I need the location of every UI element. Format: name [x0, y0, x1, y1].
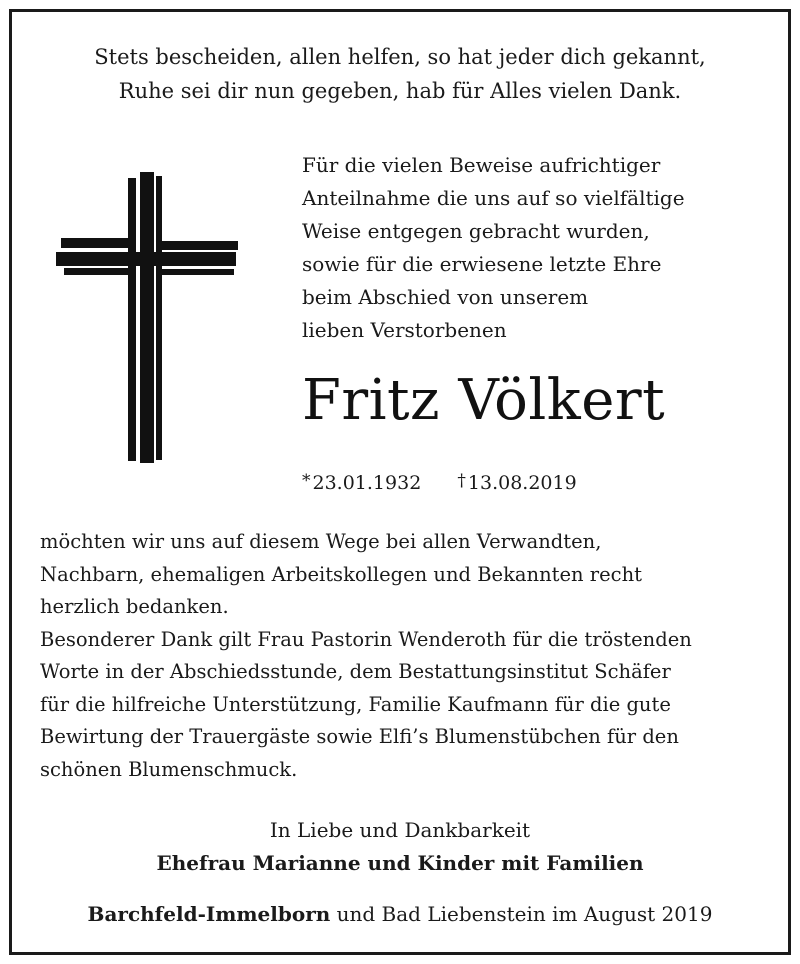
body-line: Worte in der Abschiedsstunde, dem Bestattungsinstitut Schäfer	[40, 660, 671, 683]
motto-line-2: Ruhe sei dir nun gegeben, hab für Alles vielen Dank.	[118, 79, 682, 103]
body-line: schönen Blumenschmuck.	[40, 757, 298, 781]
motto	[12, 40, 788, 108]
intro-line: Für die vielen Beweise aufrichtiger	[302, 153, 661, 177]
body-line: für die hilfreiche Unterstützung, Familie Kaufmann für die gute	[40, 692, 671, 716]
body-line: Bewirtung der Trauergäste sowie Elfi’s Blumenstübchen für den	[40, 725, 679, 748]
cross-icon	[56, 168, 241, 463]
intro-line: sowie für die erwiesene letzte Ehre	[302, 252, 662, 276]
body-line: Besonderer Dank gilt Frau Pastorin Wenderoth für die tröstenden	[40, 627, 692, 651]
intro-line: lieben Verstorbenen	[302, 318, 507, 342]
place-bold: Barchfeld-Immelborn	[87, 902, 331, 926]
place-date	[12, 898, 788, 931]
obituary-frame	[9, 9, 791, 955]
intro-text	[302, 149, 772, 347]
deceased-name: Fritz Völkert	[302, 368, 666, 433]
body-line: herzlich bedanken.	[40, 595, 229, 618]
place-rest: und Bad Liebenstein im August 2019	[330, 902, 713, 926]
intro-line: Anteilnahme die uns auf so vielfältige	[302, 186, 685, 210]
death-date: 13.08.2019	[467, 472, 577, 494]
motto-line-1: Stets bescheiden, allen helfen, so hat jeder dich gekannt,	[94, 45, 706, 69]
intro-line: beim Abschied von unserem	[302, 285, 589, 309]
birth-symbol: *	[302, 471, 311, 491]
body-text	[40, 526, 775, 786]
family-line: Ehefrau Marianne und Kinder mit Familien	[156, 851, 644, 875]
birth-date: 23.01.1932	[312, 472, 422, 494]
death-symbol: †	[457, 471, 466, 491]
body-line: möchten wir uns auf diesem Wege bei allen Verwandten,	[40, 530, 602, 553]
intro-line: Weise entgegen gebracht wurden,	[302, 219, 650, 243]
closing-line: In Liebe und Dankbarkeit	[269, 818, 531, 842]
signature	[12, 814, 788, 880]
body-line: Nachbarn, ehemaligen Arbeitskollegen und Bekannten recht	[40, 562, 642, 586]
life-dates	[302, 466, 577, 498]
